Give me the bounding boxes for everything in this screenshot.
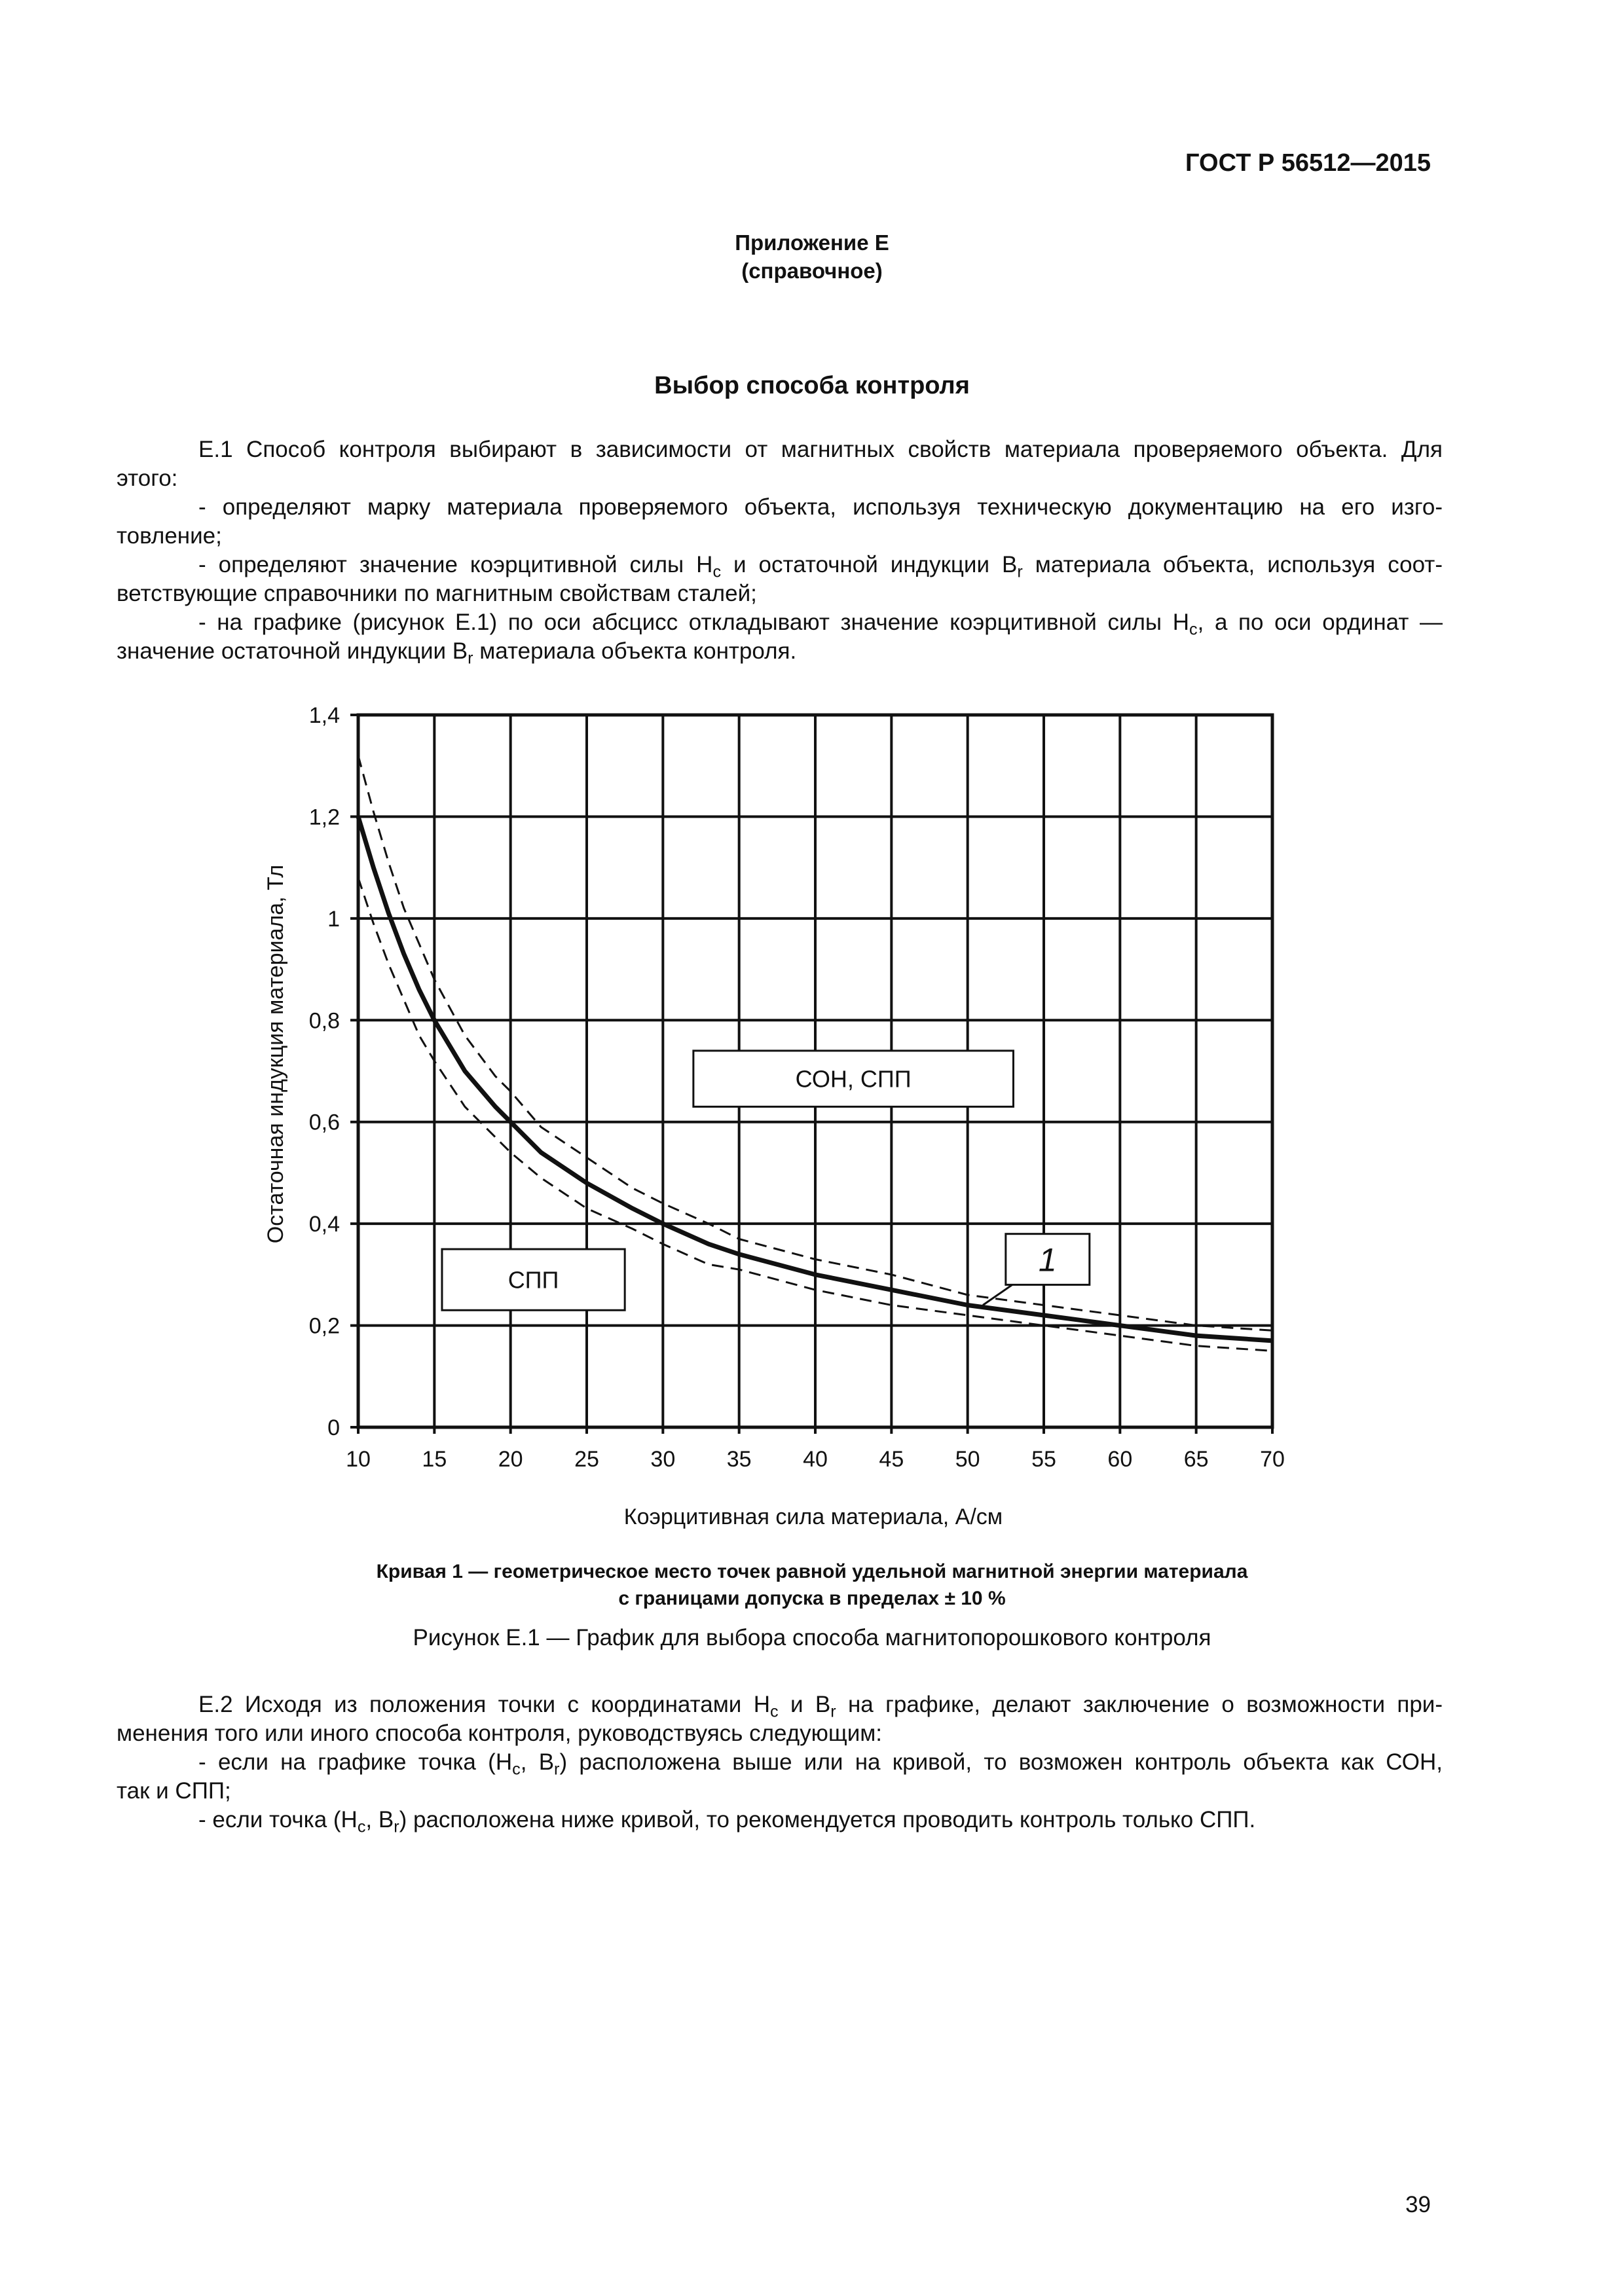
e1-item3b: значение остаточной индукции $B_r$ материала объекта контроля. — [117, 638, 797, 668]
x-tick-label: 20 — [498, 1447, 523, 1472]
y-tick-label: 1,2 — [308, 805, 340, 830]
appendix-title: Приложение Е — [735, 230, 889, 255]
y-tick-label: 0 — [327, 1415, 340, 1440]
e2-line2: менения того или иного способа контроля, руководствуясь следующим: — [117, 1721, 883, 1746]
x-tick-label: 60 — [1107, 1447, 1133, 1472]
y-tick-label: 1 — [327, 906, 340, 932]
callout-label: 1 — [1038, 1241, 1057, 1279]
y-tick-label: 0,6 — [308, 1110, 340, 1135]
document-code: ГОСТ Р 56512—2015 — [1185, 149, 1431, 177]
y-axis-label: Остаточная индукция материала, Тл — [263, 864, 288, 1244]
e1-line1: Е.1 Способ контроля выбирают в зависимости от магнитных свойств материала проверяемого объекта. Для — [198, 437, 1443, 462]
y-tick-label: 0,4 — [308, 1212, 340, 1237]
figure-note-line2: с границами допуска в пределах ± 10 % — [618, 1588, 1006, 1609]
x-tick-label: 40 — [803, 1447, 828, 1472]
e1-line1b: этого: — [117, 465, 178, 491]
region-label: СОН, СПП — [795, 1065, 912, 1093]
e1-item2b: ветствующие справочники по магнитным свойствам сталей; — [117, 581, 757, 606]
x-tick-label: 55 — [1031, 1447, 1056, 1472]
x-tick-label: 50 — [955, 1447, 980, 1472]
region-label: СПП — [507, 1266, 559, 1294]
x-tick-label: 35 — [726, 1447, 752, 1472]
e1-item1b: товление; — [117, 523, 222, 549]
x-axis-label: Коэрцитивная сила материала, А/см — [623, 1504, 1003, 1529]
figure-caption: Рисунок Е.1 — График для выбора способа магнитопорошкового контроля — [413, 1625, 1211, 1650]
y-tick-label: 0,2 — [308, 1313, 340, 1339]
e2-item1: - если на графике точка ($H_c$, $B_r$) расположена выше или на кривой, то возможен контроль объекта как СОН, — [198, 1749, 1443, 1779]
x-tick-label: 70 — [1260, 1447, 1285, 1472]
e1-item1a: - определяют марку материала проверяемого объекта, используя техническую документацию на его изго- — [198, 494, 1443, 520]
x-tick-label: 10 — [346, 1447, 371, 1472]
x-tick-label: 45 — [879, 1447, 904, 1472]
e1-item2a: - определяют значение коэрцитивной силы $H_c$ и остаточной индукции $B_r$ материала объекта, используя соот- — [198, 552, 1443, 581]
x-tick-label: 25 — [574, 1447, 599, 1472]
appendix-subtitle: (справочное) — [741, 259, 883, 283]
y-tick-label: 1,4 — [308, 703, 340, 728]
x-tick-label: 65 — [1183, 1447, 1209, 1472]
e2-item2: - если точка ($H_c$, $B_r$) расположена ниже кривой, то рекомендуется проводить контроль только СПП. — [198, 1807, 1256, 1836]
y-tick-label: 0,8 — [308, 1008, 340, 1034]
figure-note-line1: Кривая 1 — геометрическое место точек равной удельной магнитной энергии материала — [376, 1561, 1248, 1582]
page-number: 39 — [1405, 2192, 1431, 2217]
e2-line1: Е.2 Исходя из положения точки с координатами $H_c$ и $B_r$ на графике, делают заключение о возможности при- — [198, 1692, 1443, 1721]
x-tick-label: 30 — [650, 1447, 676, 1472]
e2-item1b: так и СПП; — [117, 1778, 231, 1804]
callout-leader — [983, 1285, 1012, 1305]
paragraph-e2 — [117, 1690, 1443, 1834]
e1-item3a: - на графике (рисунок Е.1) по оси абсцисс откладывают значение коэрцитивной силы $H_c$, а по оси ординат — — [198, 610, 1443, 639]
section-title: Выбор способа контроля — [654, 372, 970, 399]
chart-regions — [442, 1051, 1090, 1310]
x-tick-label: 15 — [422, 1447, 447, 1472]
